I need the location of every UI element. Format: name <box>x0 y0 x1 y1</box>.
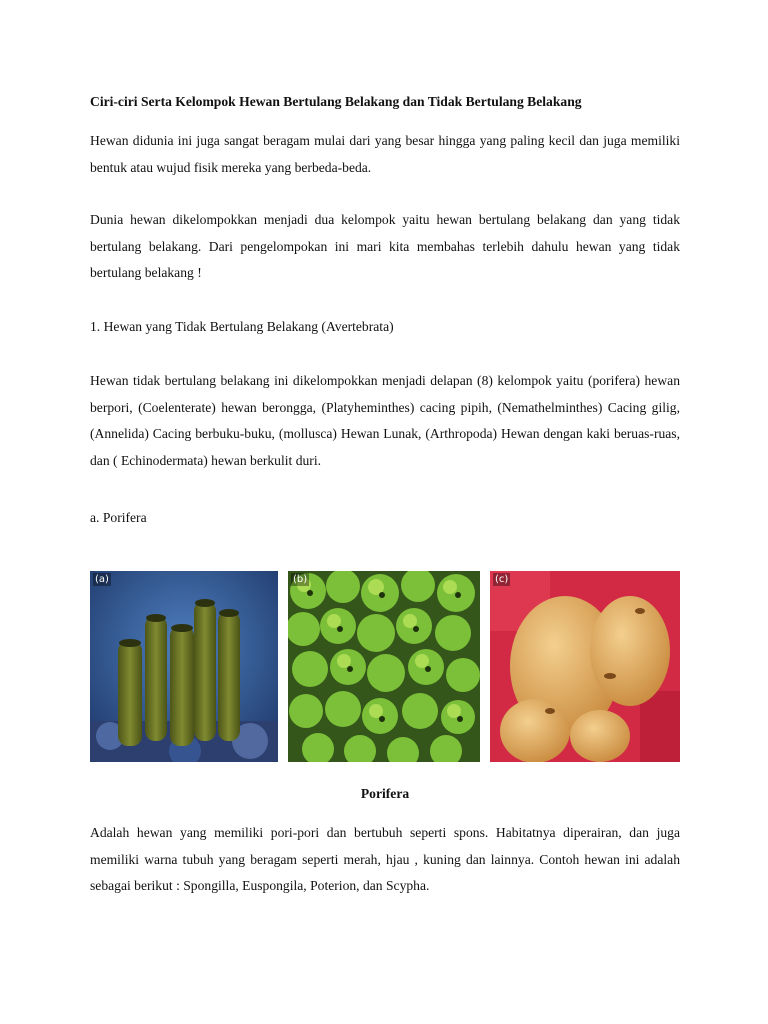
paragraph-porifera <box>90 820 680 900</box>
panel-label-b: (b) <box>293 574 308 585</box>
panel-label-c: (c) <box>495 574 509 585</box>
figure-panel-c <box>490 571 680 762</box>
figure-caption: Porifera <box>360 786 410 801</box>
paragraph-intro <box>90 128 680 181</box>
section-heading-text: 1. Hewan yang Tidak Bertulang Belakang (Avertebrata) <box>90 319 394 334</box>
panel-label-a: (a) <box>95 574 109 585</box>
paragraph-groups <box>90 207 680 287</box>
tube-sponge-image <box>90 571 278 762</box>
subsection-heading-text: a. Porifera <box>90 510 147 525</box>
figure-panel-b <box>288 571 480 762</box>
subsection-heading <box>90 505 680 532</box>
orange-sponge-image <box>490 571 680 762</box>
paragraph-groups-text: Dunia hewan dikelompokkan menjadi dua kelompok yaitu hewan bertulang belakang dan yang tidak bertulang belakang. Dari pengelompokan ini mari kita membahas terlebih dahulu hewan yang tidak bertulang belakang ! <box>90 212 680 280</box>
paragraph-avertebrata-text: Hewan tidak bertulang belakang ini dikelompokkan menjadi delapan (8) kelompok yaitu (porifera) hewan berpori, (Coelenterate) hewan berongga, (Platyheminthes) cacing pipih, (Nemathelminthes) Cacing gilig, (Annelida) Cacing berbuku-buku, (mollusca) Hewan Lunak, (Arthropoda) Hewan dengan kaki beruas-ruas, dan ( Echinodermata) hewan berkulit duri. <box>90 373 680 468</box>
paragraph-porifera-text: Adalah hewan yang memiliki pori-pori dan bertubuh seperti spons. Habitatnya diperairan, dan juga memiliki warna tubuh yang beragam seperti merah, hjau , kuning dan lainnya. Contoh hewan ini adalah sebagai berikut : Spongilla, Euspongila, Poterion, dan Scypha. <box>90 825 680 893</box>
section-heading <box>90 314 680 341</box>
paragraph-intro-text: Hewan didunia ini juga sangat beragam mulai dari yang besar hingga yang paling kecil dan juga memiliki bentuk atau wujud fisik mereka yang berbeda-beda. <box>90 133 680 175</box>
porifera-figure <box>90 571 680 762</box>
paragraph-avertebrata <box>90 368 680 474</box>
document-title: Ciri-ciri Serta Kelompok Hewan Bertulang Belakang dan Tidak Bertulang Belakang <box>90 94 582 109</box>
figure-panel-a <box>90 571 278 762</box>
green-sponge-image <box>288 571 480 762</box>
